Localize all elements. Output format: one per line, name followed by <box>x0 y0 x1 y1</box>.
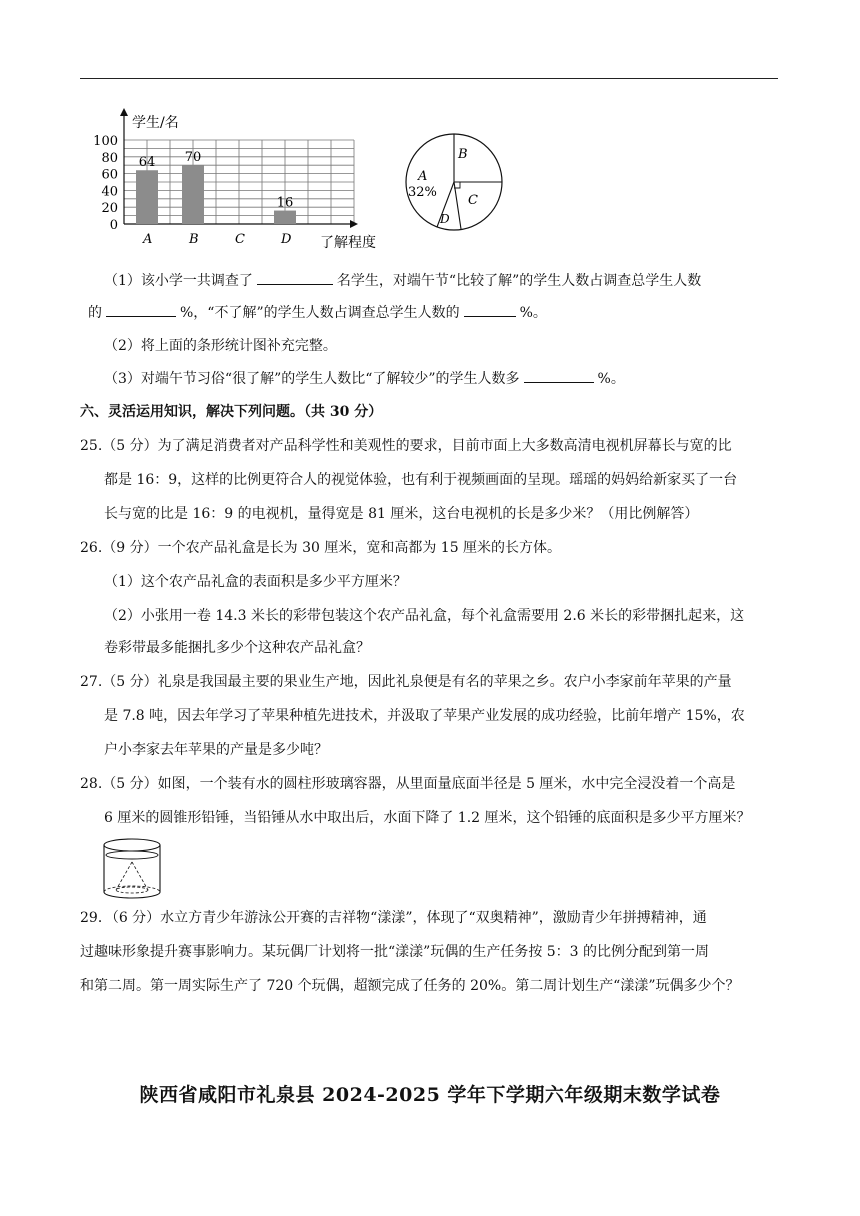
pie-chart <box>406 134 502 230</box>
section-6-heading: 六、灵活运用知识，解决下列问题。（共 30 分） <box>80 404 383 420</box>
statistics-figures <box>92 108 512 260</box>
x-category-label: C <box>235 232 245 247</box>
q29-line1: 29．（6 分）水立方青少年游泳公开赛的吉祥物“漾漾”，体现了“双奥精神”，激励青少年拼搏精神，通 <box>80 910 707 926</box>
y-tick-label: 60 <box>101 167 118 183</box>
q24-part1-text-a: （1）该小学一共调查了 <box>104 273 253 289</box>
q24-part3-text-b: %。 <box>597 371 625 387</box>
pie-label-c: C <box>468 193 478 208</box>
document-title: 陕西省咸阳市礼泉县 2024-2025 学年下学期六年级期末数学试卷 <box>139 1084 721 1106</box>
q29-line2: 过趣味形象提升赛事影响力。某玩偶厂计划将一批“漾漾”玩偶的生产任务按 5：3 的比例分配到第一周 <box>80 944 710 960</box>
y-tick-label: 0 <box>109 218 118 233</box>
q29-line3: 和第二周。第一周实际生产了 720 个玩偶，超额完成了任务的 20%。第二周计划生产“漾漾”玩偶多少个？ <box>80 978 740 994</box>
q24-part1-line1 <box>104 270 701 291</box>
pie-label-b: B <box>458 147 468 162</box>
q24-part1-text-d: %，“不了解”的学生人数占调查总学生人数的 <box>180 305 460 321</box>
x-axis-label: 了解程度 <box>320 235 376 251</box>
pie-label-d: D <box>440 212 450 226</box>
answer-blank-percent-2 <box>464 302 516 317</box>
q25-line3: 长与宽的比是 16：9 的电视机，量得宽是 81 厘米，这台电视机的长是多少米？（用比例解答） <box>104 506 699 522</box>
bar-value-label: 70 <box>184 150 202 166</box>
x-category-label: A <box>143 232 153 247</box>
x-category-label: D <box>281 232 292 247</box>
q26-part2-line2: 卷彩带最多能捆扎多少个这种农产品礼盒？ <box>104 640 370 656</box>
cylinder-cone-figure <box>100 836 164 902</box>
q26-part2-line1: （2）小张用一卷 14.3 米长的彩带包装这个农产品礼盒，每个礼盒需要用 2.6 米长的彩带捆扎起来，这 <box>104 608 745 624</box>
bar-d <box>274 211 296 224</box>
answer-blank-total <box>257 270 333 285</box>
q25-line1: 25.（5 分）为了满足消费者对产品科学性和美观性的要求，目前市面上大多数高清电视机屏幕长与宽的比 <box>80 438 732 454</box>
answer-blank-percent-1 <box>106 302 176 317</box>
q24-part1-text-b: 名学生，对端午节“比较了解”的学生人数占调查总学生人数 <box>336 273 702 289</box>
q25-line2: 都是 16：9，这样的比例更符合人的视觉体验，也有利于视频画面的呈现。瑶瑶的妈妈给新家买了一台 <box>104 472 738 488</box>
q24-part2: （2）将上面的条形统计图补充完整。 <box>104 338 337 354</box>
q24-part3 <box>104 368 625 389</box>
y-tick-label: 100 <box>93 134 118 149</box>
q26-part1: （1）这个农产品礼盒的表面积是多少平方厘米？ <box>104 574 407 590</box>
q28-line1: 28.（5 分）如图，一个装有水的圆柱形玻璃容器，从里面量底面半径是 5 厘米，水中完全浸没着一个高是 <box>80 776 736 792</box>
q28-line2: 6 厘米的圆锥形铅锤，当铅锤从水中取出后，水面下降了 1.2 厘米，这个铅锤的底面积是多少平方厘米？ <box>104 810 751 826</box>
pie-label-a-percent: 32% <box>408 185 437 200</box>
q26-line1: 26.（9 分）一个农产品礼盒是长为 30 厘米，宽和高都为 15 厘米的长方体。 <box>80 540 562 556</box>
y-tick-label: 40 <box>101 184 118 200</box>
bar-b <box>182 165 204 224</box>
q24-part1-text-e: %。 <box>519 305 547 321</box>
answer-blank-percent-3 <box>524 368 594 383</box>
q27-line2: 是 7.8 吨，因去年学习了苹果种植先进技术，并汲取了苹果产业发展的成功经验，比前年增产 15%，农 <box>104 708 745 724</box>
x-category-label: B <box>189 232 199 247</box>
q24-part3-text-a: （3）对端午节习俗“很了解”的学生人数比“了解较少”的学生人数多 <box>104 371 520 387</box>
header-rule <box>80 78 778 79</box>
bar-value-label: 16 <box>276 195 294 211</box>
y-tick-label: 20 <box>101 201 118 217</box>
bar-chart <box>93 108 376 251</box>
y-axis-label: 学生/名 <box>132 115 179 131</box>
y-tick-label: 80 <box>101 150 118 166</box>
q27-line1: 27.（5 分）礼泉是我国最主要的果业生产地，因此礼泉便是有名的苹果之乡。农户小李家前年苹果的产量 <box>80 674 732 690</box>
bar-value-label: 64 <box>138 155 156 171</box>
q24-part1-line2 <box>88 302 547 323</box>
q24-part1-text-c: 的 <box>88 305 102 321</box>
q27-line3: 户小李家去年苹果的产量是多少吨？ <box>104 742 328 758</box>
pie-label-a: A <box>418 169 428 184</box>
bar-a <box>136 170 158 224</box>
